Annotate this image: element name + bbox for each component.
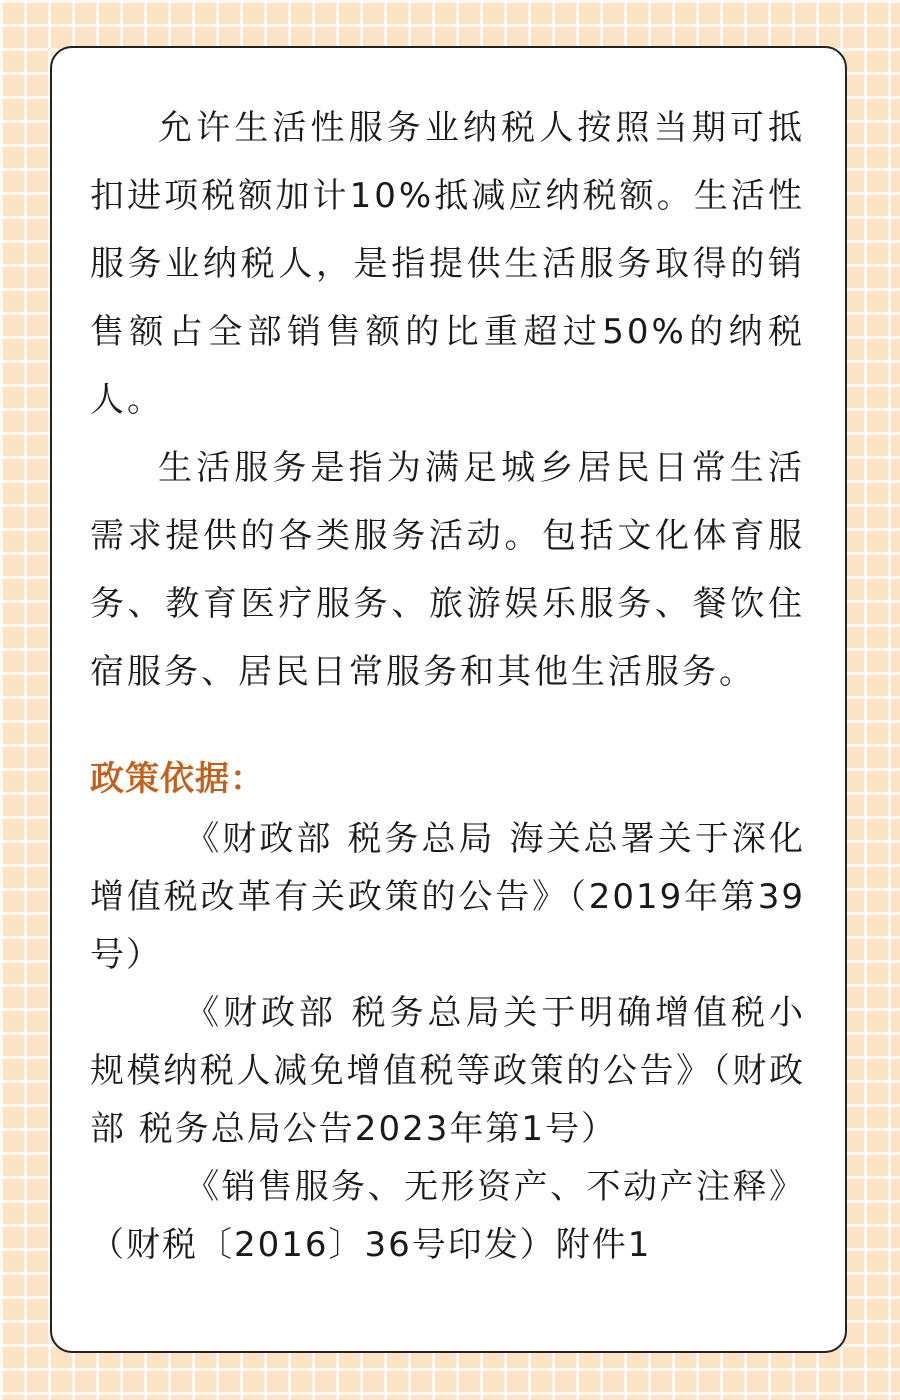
paragraph-life-services: 生活服务是指为满足城乡居民日常生活需求提供的各类服务活动。包括文化体育服务、教育医疗服务、旅游娱乐服务、餐饮住宿服务、居民日常服务和其他生活服务。 xyxy=(90,448,805,692)
policy-reference: 《财政部 税务总局关于明确增值税小规模纳税人减免增值税等政策的公告》（财政部 税务总局公告2023年第1号） xyxy=(90,993,805,1149)
policy-reference: 《销售服务、无形资产、不动产注释》（财税〔2016〕36号印发）附件1 xyxy=(90,1167,805,1265)
policy-basis-heading: 政策依据： xyxy=(90,759,265,799)
policy-reference: 《财政部 税务总局 海关总署关于深化增值税改革有关政策的公告》（2019年第39号） xyxy=(90,819,805,975)
paragraph-definition: 允许生活性服务业纳税人按照当期可抵扣进项税额加计10%抵减应纳税额。生活性服务业纳税人，是指提供生活服务取得的销售额占全部销售额的比重超过50%的纳税人。 xyxy=(90,108,805,420)
content-card xyxy=(50,46,847,1353)
